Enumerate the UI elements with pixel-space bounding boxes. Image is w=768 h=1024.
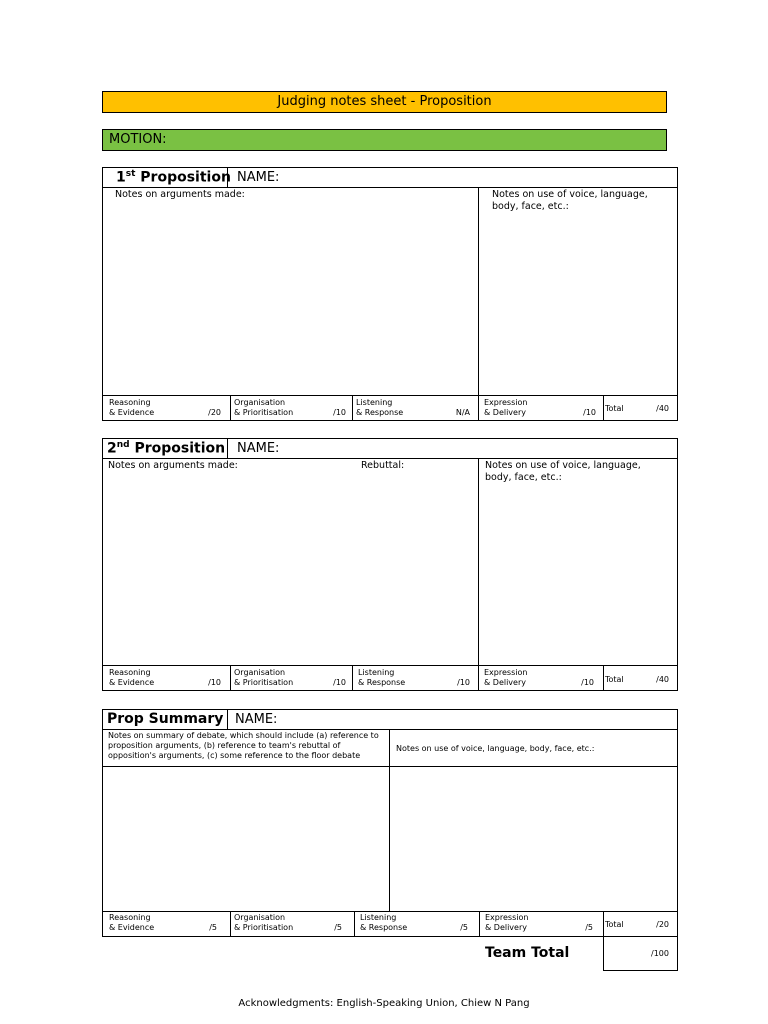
motion-label[interactable]: MOTION: [102, 129, 667, 151]
section-title: Prop Summary [107, 711, 224, 727]
section-title: 1st Proposition [116, 169, 231, 186]
team-total-label: Team Total [485, 945, 570, 961]
score-reasoning[interactable]: Reasoning & Evidence /20 [109, 398, 221, 417]
score-organisation[interactable]: Organisation & Prioritisation /10 [234, 398, 346, 417]
notes-arguments-label: Notes on arguments made: [108, 460, 238, 471]
score-listening[interactable]: Listening & Response N/A [356, 398, 470, 417]
notes-voice-label: Notes on use of voice, language, body, face, etc.: [396, 744, 595, 753]
score-listening[interactable]: Listening & Response /10 [358, 668, 470, 687]
score-organisation[interactable]: Organisation & Prioritisation /10 [234, 668, 346, 687]
notes-voice-label: Notes on use of voice, language, body, face, etc.: [492, 189, 648, 212]
section-title: 2nd Proposition [107, 440, 226, 457]
notes-arguments-label: Notes on arguments made: [115, 189, 245, 200]
team-total-score[interactable]: /100 [651, 949, 669, 958]
score-reasoning[interactable]: Reasoning & Evidence /10 [109, 668, 221, 687]
acknowledgments: Acknowledgments: English-Speaking Union, Chiew N Pang [238, 998, 530, 1009]
score-organisation[interactable]: Organisation & Prioritisation /5 [234, 913, 342, 932]
name-field-label[interactable]: NAME: [237, 441, 280, 456]
score-reasoning[interactable]: Reasoning & Evidence /5 [109, 913, 217, 932]
score-expression[interactable]: Expression & Delivery /5 [485, 913, 593, 932]
rebuttal-label: Rebuttal: [361, 460, 405, 471]
total-score[interactable]: Total /40 [605, 675, 669, 684]
score-listening[interactable]: Listening & Response /5 [360, 913, 468, 932]
sheet-title: Judging notes sheet - Proposition [102, 91, 667, 113]
name-field-label[interactable]: NAME: [235, 712, 278, 727]
total-score[interactable]: Total /20 [605, 920, 669, 929]
total-score[interactable]: Total /40 [605, 404, 669, 413]
score-expression[interactable]: Expression & Delivery /10 [484, 668, 594, 687]
notes-summary-label: Notes on summary of debate, which should include (a) reference to proposition arguments, (b) reference to team's rebuttal of opposition's arguments, (c) some reference to the floor debate [108, 731, 379, 760]
score-expression[interactable]: Expression & Delivery /10 [484, 398, 596, 417]
notes-voice-label: Notes on use of voice, language, body, face, etc.: [485, 460, 641, 483]
name-field-label[interactable]: NAME: [237, 170, 280, 185]
